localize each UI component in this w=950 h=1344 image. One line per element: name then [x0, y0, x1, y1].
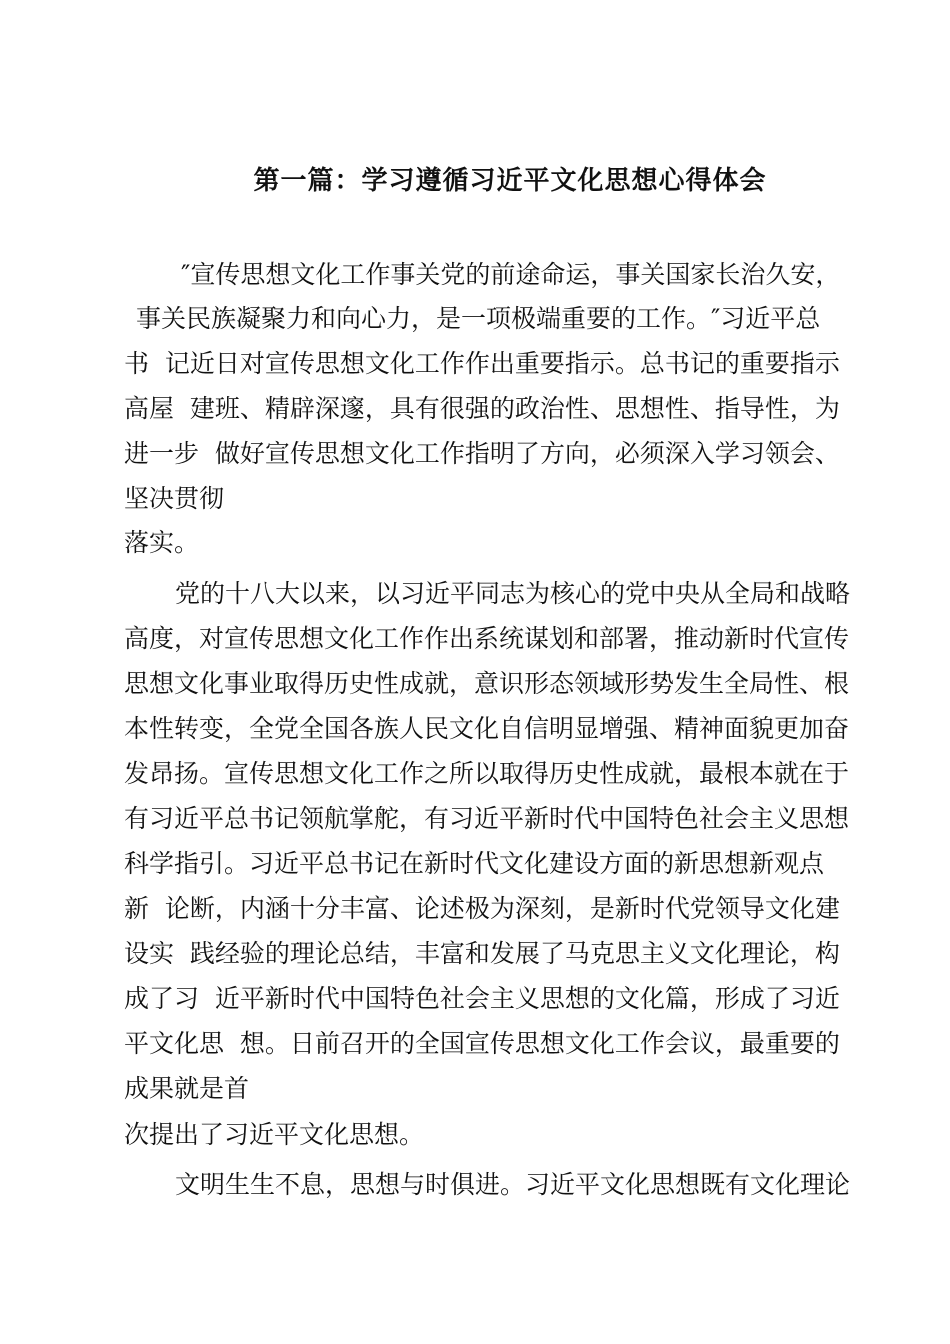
- paragraph-2-line-8: 新 论断，内涵十分丰富、论述极为深刻，是新时代党领导文化建: [124, 894, 840, 923]
- paragraph-3-line-1: 文明生生不息，思想与时俱进。习近平文化思想既有文化理论: [175, 1170, 851, 1199]
- paragraph-2-line-13: 次提出了习近平文化思想。: [124, 1120, 425, 1149]
- paragraph-2-line-1: 党的十八大以来，以习近平同志为核心的党中央从全局和战略: [175, 579, 851, 608]
- paragraph-1-line-7: 落实。: [124, 528, 200, 557]
- paragraph-2-line-2: 高度，对宣传思想文化工作作出系统谋划和部署，推动新时代宣传: [124, 624, 850, 653]
- paragraph-2-line-6: 有习近平总书记领航掌舵，有习近平新时代中国特色社会主义思想: [124, 804, 850, 833]
- document-title: 第一篇：学习遵循习近平文化思想心得体会: [253, 166, 767, 196]
- paragraph-1-line-1: ″宣传思想文化工作事关党的前途命运，事关国家长治久安，: [181, 260, 841, 289]
- paragraph-1-line-5: 进一步 做好宣传思想文化工作指明了方向，必须深入学习领会、: [124, 439, 840, 468]
- paragraph-2-line-10: 成了习 近平新时代中国特色社会主义思想的文化篇，形成了习近: [124, 984, 840, 1013]
- paragraph-2-line-9: 设实 践经验的理论总结，丰富和发展了马克思主义文化理论，构: [124, 939, 840, 968]
- paragraph-2-line-3: 思想文化事业取得历史性成就，意识形态领域形势发生全局性、根: [124, 669, 850, 698]
- paragraph-2-line-4: 本性转变，全党全国各族人民文化自信明显增强、精神面貌更加奋: [124, 714, 850, 743]
- paragraph-2-line-7: 科学指引。习近平总书记在新时代文化建设方面的新思想新观点: [124, 849, 825, 878]
- paragraph-2-line-12: 成果就是首: [124, 1074, 250, 1103]
- paragraph-2-line-5: 发昂扬。宣传思想文化工作之所以取得历史性成就，最根本就在于: [124, 759, 850, 788]
- paragraph-1-line-4: 高屋 建班、精辟深邃，具有很强的政治性、思想性、指导性，为: [124, 394, 840, 423]
- paragraph-1-line-2: 事关民族凝聚力和向心力，是一项极端重要的工作。″习近平总: [128, 304, 821, 333]
- paragraph-1-line-3: 书 记近日对宣传思想文化工作作出重要指示。总书记的重要指示: [124, 349, 840, 378]
- paragraph-1-line-6: 坚决贯彻: [124, 484, 225, 513]
- paragraph-2-line-11: 平文化思 想。日前召开的全国宣传思想文化工作会议，最重要的: [124, 1029, 840, 1058]
